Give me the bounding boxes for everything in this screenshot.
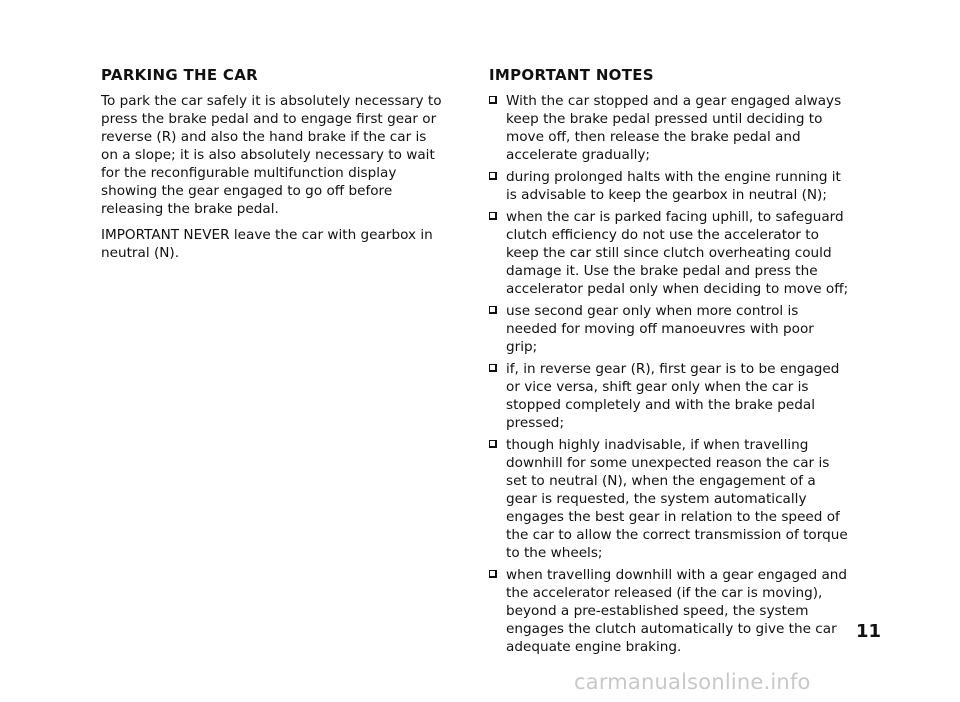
checkbox-bullet-icon [489, 96, 497, 104]
checkbox-bullet-icon [489, 440, 497, 448]
parking-heading: PARKING THE CAR [101, 66, 258, 84]
note-item [489, 208, 849, 298]
left-column [101, 66, 446, 270]
note-item [489, 168, 849, 204]
note-text: during prolonged halts with the engine running it is advisable to keep the gearbox in neutral (N); [506, 169, 841, 203]
parking-warning: IMPORTANT NEVER leave the car with gearbox in neutral (N). [101, 227, 433, 261]
note-item [489, 436, 849, 562]
note-item [489, 302, 849, 356]
note-text: when the car is parked facing uphill, to safeguard clutch efficiency do not use the accelerator to keep the car still since clutch overheating could damage it. Use the brake pedal and press the accelerator pedal only when deciding to move off; [506, 209, 849, 297]
notes-heading: IMPORTANT NOTES [489, 66, 654, 84]
notes-list [489, 92, 849, 656]
checkbox-bullet-icon [489, 570, 497, 578]
checkbox-bullet-icon [489, 364, 497, 372]
note-text: though highly inadvisable, if when travelling downhill for some unexpected reason the car is set to neutral (N), when the engagement of a gear is requested, the system automatically engages the best gear in relation to the speed of the car to allow the correct transmission of torque to the wheels; [506, 437, 848, 561]
note-text: when travelling downhill with a gear engaged and the accelerator released (if the car is moving), beyond a pre-established speed, the system engages the clutch automatically to give the car adequate engine braking. [506, 567, 848, 655]
checkbox-bullet-icon [489, 306, 497, 314]
watermark: carmanualsonline.info [574, 670, 811, 694]
page-number: 11 [856, 621, 882, 642]
note-item [489, 92, 849, 164]
checkbox-bullet-icon [489, 212, 497, 220]
note-text: With the car stopped and a gear engaged always keep the brake pedal pressed until deciding to move off, then release the brake pedal and accelerate gradually; [506, 93, 842, 163]
note-item [489, 360, 849, 432]
checkbox-bullet-icon [489, 172, 497, 180]
note-text: use second gear only when more control is needed for moving off manoeuvres with poor grip; [506, 303, 814, 355]
note-item [489, 566, 849, 656]
right-column [489, 66, 849, 660]
parking-paragraph: To park the car safely it is absolutely necessary to press the brake pedal and to engage first gear or reverse (R) and also the hand brake if the car is on a slope; it is also absolutely necessary to wait for the reconfigurable multifunction display showing the gear engaged to go off before releasing the brake pedal. [101, 93, 442, 217]
note-text: if, in reverse gear (R), first gear is to be engaged or vice versa, shift gear only when the car is stopped completely and with the brake pedal pressed; [506, 361, 840, 431]
